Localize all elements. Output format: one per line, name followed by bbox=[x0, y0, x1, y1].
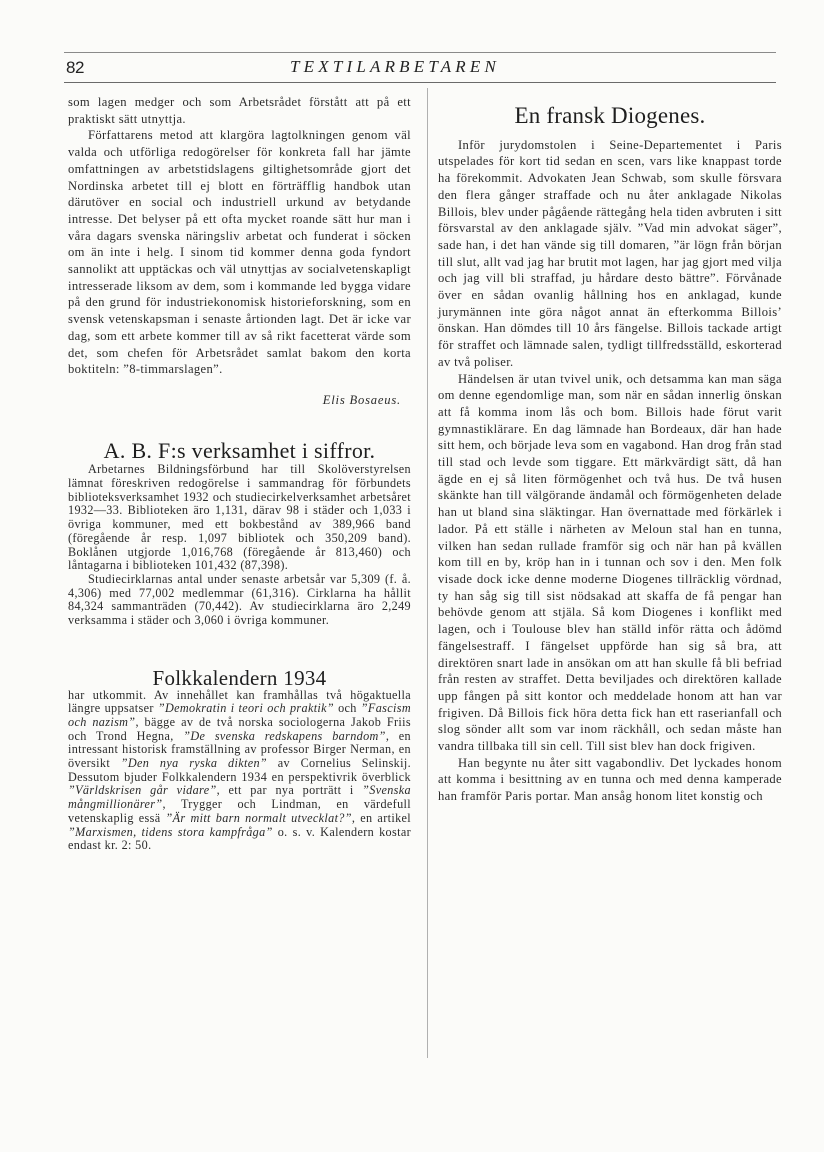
paragraph: Författarens metod att klargöra lagtolkningen genom väl valda och utförliga redogörelser för konkreta fall har jämte omfattningen av arbetstidslagens giltighetsområde gjort det Nordinska arbetet till ej blott en förträfflig handbok utan därutöver en social och industriell urkund av betydande intresse. Det belyser på ett ofta mycket roande sätt hur man i våra dagars svenska näringsliv arbetat och funderat i söcken om än inte i helg. I sinom tid kommer denna goda fyndort sannolikt att upptäckas och väl utnyttjas av socialvetenskapligt intresserade liksom av dem, som i kommande led bygga vidare på den grund för industriekonomisk historieforskning, som en svensk vetenskapsman i senaste årtionden lagt. Det är icke var dag, som ett arbete kommer till av så rikt facetterat värde som det, som chefen för Arbetsrådet samlat bakom den korta boktiteln: ”8-timmarslagen”. bbox=[68, 128, 411, 377]
essay-title: ”Svenska mångmillionärer” bbox=[68, 783, 411, 812]
paragraph: Händelsen är utan tvivel unik, och detsamma kan man säga om denne egendomlige man, som när en sådan innerlig önskan att få komma inom lås och bom. Billois hade förut varit gymnastiklärare. En dag lämnade han Bordeaux, där han hade sitt hem, och började leva som en vagabond. Han drog från stad till stad och levde som tiggare. Ett märkvärdigt sätt, då han ägde en ej så liten förmögenhet och två hus. De två husen skänkte han till välgörande ändamål och förmögenheten delade han ut bland sina släktingar. Han övernattade med förkärlek i lador. På ett ställe i närheten av Meloun stal han en tunna, vilken han sedan rullade framför sig och när han på kvällen kom till en by, kröp han in i tunnan och sov i den. Men folk visade dock icke denne moderne Diogenes tillräcklig vördnad, ty han såg sig till sist nödsakad att skaffa de få pengar han behövde genom att stjäla. Så kom Diogenes i konflikt med lagen, och i Toulouse blev han ställd inför rätta och ådömd fängelsestraff. I fängelset uppförde han sig så bra, att direktören snart lade in ansökan om att han skulle få bli befriad från resten av straffet. Detta beviljades och direktören kallade upp fången på sitt kontor och meddelade honom att han var frigiven. Då Billois fick höra detta fick han ett raserianfall och slog sönder allt som var inom räckhåll, och sedan måste han vandra tillbaka till sin cell. Till sist blev han dock frigiven. bbox=[438, 371, 782, 754]
paragraph bbox=[68, 689, 411, 853]
paragraph: Studiecirklarnas antal under senaste arbetsår var 5,309 (f. å. 4,306) med 77,002 medlemmar (61,316). Cirklarna ha hållit 84,324 sammanträden (70,442). Av studiecirklarna äro 2,249 verksamma i städer och 3,060 i övriga kommuner. bbox=[68, 571, 411, 628]
journal-title: TEXTILARBETAREN bbox=[290, 57, 501, 76]
page-number: 82 bbox=[66, 58, 84, 77]
paragraph: Han begynte nu åter sitt vagabondliv. Det lyckades honom att komma i besittning av en tunna och med denna kamperade han framför Paris portar. Man ansåg honom litet konstig och bbox=[438, 755, 782, 804]
essay-title: ”Demokratin i teori och praktik” bbox=[157, 701, 335, 716]
article-headline: En fransk Diogenes. bbox=[514, 103, 706, 128]
essay-title: ”Den nya ryska dikten” bbox=[120, 756, 268, 771]
review-continuation bbox=[68, 94, 411, 409]
abf-article bbox=[68, 437, 411, 628]
left-column bbox=[68, 94, 411, 853]
column-divider bbox=[427, 88, 428, 1058]
folkkalendern-article bbox=[68, 665, 412, 853]
article-body bbox=[68, 463, 411, 627]
text: har utkommit. Av innehållet kan framhållas två högaktuella längre uppsatser bbox=[68, 687, 411, 716]
essay-title: ”De svenska redskapens barndom” bbox=[183, 728, 386, 743]
text: , ett par nya porträtt i bbox=[216, 783, 363, 798]
right-column bbox=[438, 94, 782, 805]
text: och bbox=[334, 701, 361, 716]
paragraph: Inför jurydomstolen i Seine-Departementet i Paris utspelades för kort tid sedan en scen, vars like knappast torde ha förekommit. Advokaten Jean Schwab, som skulle försvara den flera gånger straffade och nu åter anklagade Nikolas Billois, blev under pågående rättegång hela tiden avbruten i sitt försvarstal av den anklagade själv. ”Vad min advokat säger”, sade han, i det han vände sig till domaren, ”är lögn från början till slut, allt vad jag har brutit mot lagen, har jag gjort med vilja och jag vill bli straffad, ju hårdare desto bättre”. Förvånade över en sådan ovanlig hållning hos en anklagad, kunde jurymännen inte göra något annat än efterkomma Billois’ önskan. Han dömdes till 10 års fängelse. Billois tackade artigt för straffet och lämnade salen, tydligt tillfredsställd, eskorterad av två poliser. bbox=[438, 137, 782, 369]
text: , en artikel bbox=[351, 810, 412, 825]
article-headline: A. B. F:s verksamhet i siffror. bbox=[103, 437, 376, 463]
text: o. s. v. Kalendern kostar endast kr. 2: 50. bbox=[68, 824, 412, 853]
essay-title: ”Marxismen, tidens stora kampfråga” bbox=[68, 824, 273, 839]
text: , bägge av de två norska sociologerna Jakob Friis och Trond Hegna, bbox=[68, 714, 411, 743]
essay-title: ”Världskrisen går vidare” bbox=[68, 783, 217, 798]
text: , Trygger och Lindman, en värdefull vetenskaplig essä bbox=[68, 797, 411, 825]
header-rule-top bbox=[64, 52, 776, 53]
diogenes-article bbox=[438, 103, 782, 805]
header-rule-bottom bbox=[64, 82, 776, 83]
essay-title: ”Är mitt barn normalt utvecklat?” bbox=[165, 810, 352, 825]
article-body bbox=[68, 689, 411, 853]
author-signature: Elis Bosaeus. bbox=[322, 392, 401, 407]
text: av Cornelius Selinskij. Dessutom bjuder Folkkalendern 1934 en perspektivrik överblick bbox=[68, 756, 411, 784]
paragraph: som lagen medger och som Arbetsrådet förstått att på ett praktiskt sätt utnyttja. bbox=[68, 95, 411, 126]
text: , en intressant historisk framställning av professor Birger Nerman, en översikt bbox=[68, 728, 411, 771]
article-headline: Folkkalendern 1934 bbox=[152, 665, 327, 690]
essay-title: ”Fascism och nazism” bbox=[68, 701, 411, 729]
paragraph: Arbetarnes Bildningsförbund har till Skolöverstyrelsen lämnat föreskriven redogörelse i sammandrag för förbundets biblioteksverksamhet 1932 och studiecirkelverksamhet arbetsåret 1932—33. Biblioteken äro 1,131, därav 98 i städer och 1,033 i övriga kommuner, med ett bokbestånd av 389,966 band (föregående år resp. 1,097 bibliotek och 350,209 band). Boklånen utgjorde 1,016,768 (föregående år 813,460) och låntagarna i biblioteken 101,432 (87,398). bbox=[68, 462, 411, 573]
